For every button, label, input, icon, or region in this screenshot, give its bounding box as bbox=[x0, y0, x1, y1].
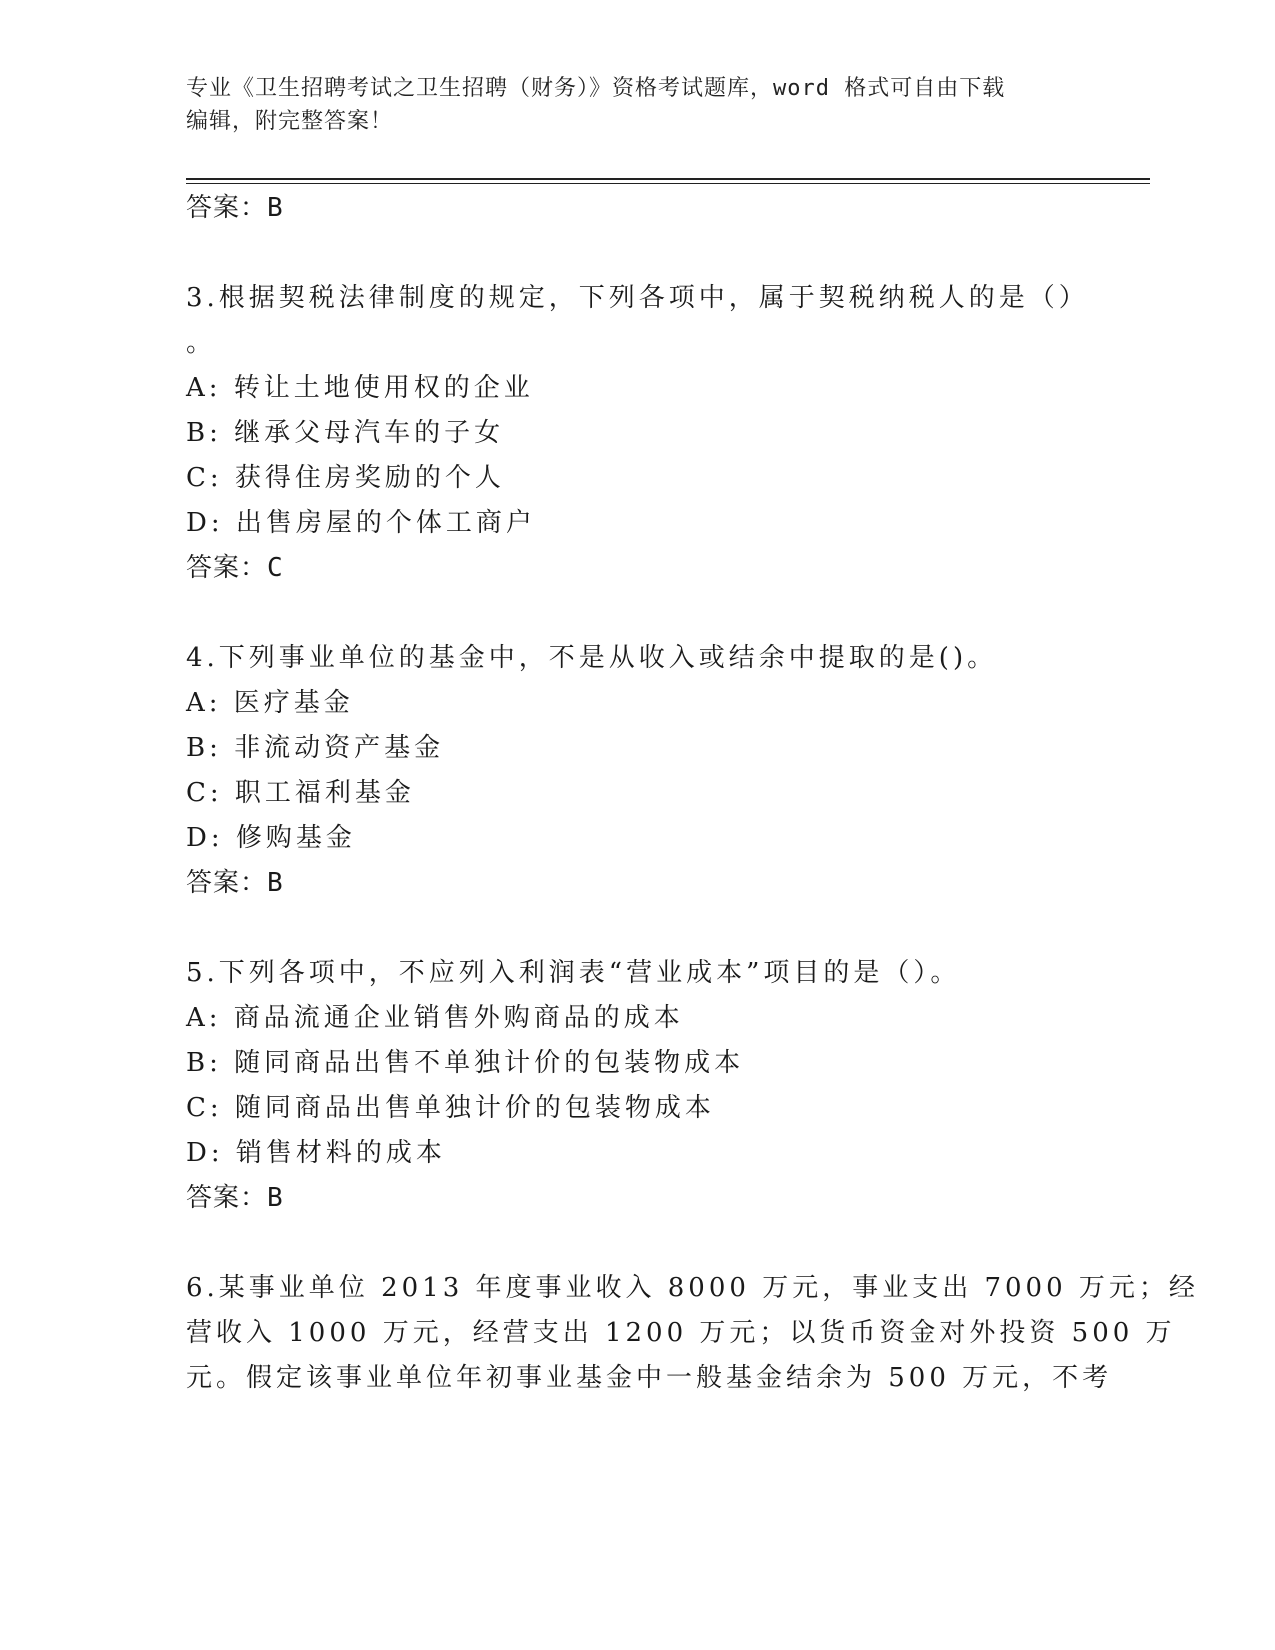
answer-value: C bbox=[267, 553, 284, 583]
answer-line bbox=[186, 186, 1086, 231]
option-d: D: 出售房屋的个体工商户 bbox=[186, 508, 536, 538]
answer-line bbox=[186, 546, 1086, 591]
question-6 bbox=[186, 1266, 1199, 1401]
answer-line bbox=[186, 861, 1086, 906]
option-c: C: 获得住房奖励的个人 bbox=[186, 463, 505, 493]
option-b: B: 非流动资产基金 bbox=[186, 733, 445, 763]
option-b: B: 继承父母汽车的子女 bbox=[186, 418, 505, 448]
spacer bbox=[186, 591, 1086, 636]
answer-line bbox=[186, 1176, 1086, 1221]
question-3 bbox=[186, 276, 1089, 591]
question-text: 5.下列各项中，不应列入利润表“营业成本”项目的是（）。 bbox=[186, 958, 961, 988]
question-5 bbox=[186, 951, 1086, 1221]
header-divider-thick bbox=[186, 178, 1150, 180]
question-4 bbox=[186, 636, 1086, 906]
spacer bbox=[186, 231, 1086, 276]
answer-value: B bbox=[267, 1183, 284, 1213]
answer-label: 答案： bbox=[186, 193, 268, 223]
question-text: 6.某事业单位 2013 年度事业收入 8000 万元，事业支出 7000 万元；经 bbox=[186, 1273, 1199, 1303]
option-a: A: 商品流通企业销售外购商品的成本 bbox=[186, 1003, 684, 1033]
spacer bbox=[186, 906, 1086, 951]
option-b: B: 随同商品出售不单独计价的包装物成本 bbox=[186, 1048, 745, 1078]
option-c: C: 职工福利基金 bbox=[186, 778, 415, 808]
answer-value: B bbox=[267, 193, 284, 223]
answer-label: 答案： bbox=[186, 1183, 268, 1213]
option-a: A: 医疗基金 bbox=[186, 688, 354, 718]
question-text-continued: 营收入 1000 万元，经营支出 1200 万元；以货币资金对外投资 500 万 bbox=[186, 1318, 1176, 1348]
question-text: 3.根据契税法律制度的规定，下列各项中，属于契税纳税人的是（） bbox=[186, 283, 1089, 313]
header-divider-thin bbox=[186, 183, 1150, 184]
question-text: 4.下列事业单位的基金中，不是从收入或结余中提取的是()。 bbox=[186, 643, 998, 673]
option-d: D: 销售材料的成本 bbox=[186, 1138, 446, 1168]
question-list bbox=[186, 186, 1199, 1401]
document-header bbox=[186, 72, 1086, 138]
header-line-1: 专业《卫生招聘考试之卫生招聘（财务）》资格考试题库，word 格式可自由下载 bbox=[186, 76, 1006, 101]
question-text-continued: 元。假定该事业单位年初事业基金中一般基金结余为 500 万元，不考 bbox=[186, 1363, 1113, 1393]
answer-value: B bbox=[267, 868, 284, 898]
question-text-continued: 。 bbox=[186, 328, 217, 358]
spacer bbox=[186, 1221, 1086, 1266]
answer-label: 答案： bbox=[186, 553, 268, 583]
option-d: D: 修购基金 bbox=[186, 823, 356, 853]
option-c: C: 随同商品出售单独计价的包装物成本 bbox=[186, 1093, 715, 1123]
option-a: A: 转让土地使用权的企业 bbox=[186, 373, 534, 403]
answer-label: 答案： bbox=[186, 868, 268, 898]
header-line-2: 编辑，附完整答案！ bbox=[186, 109, 394, 134]
